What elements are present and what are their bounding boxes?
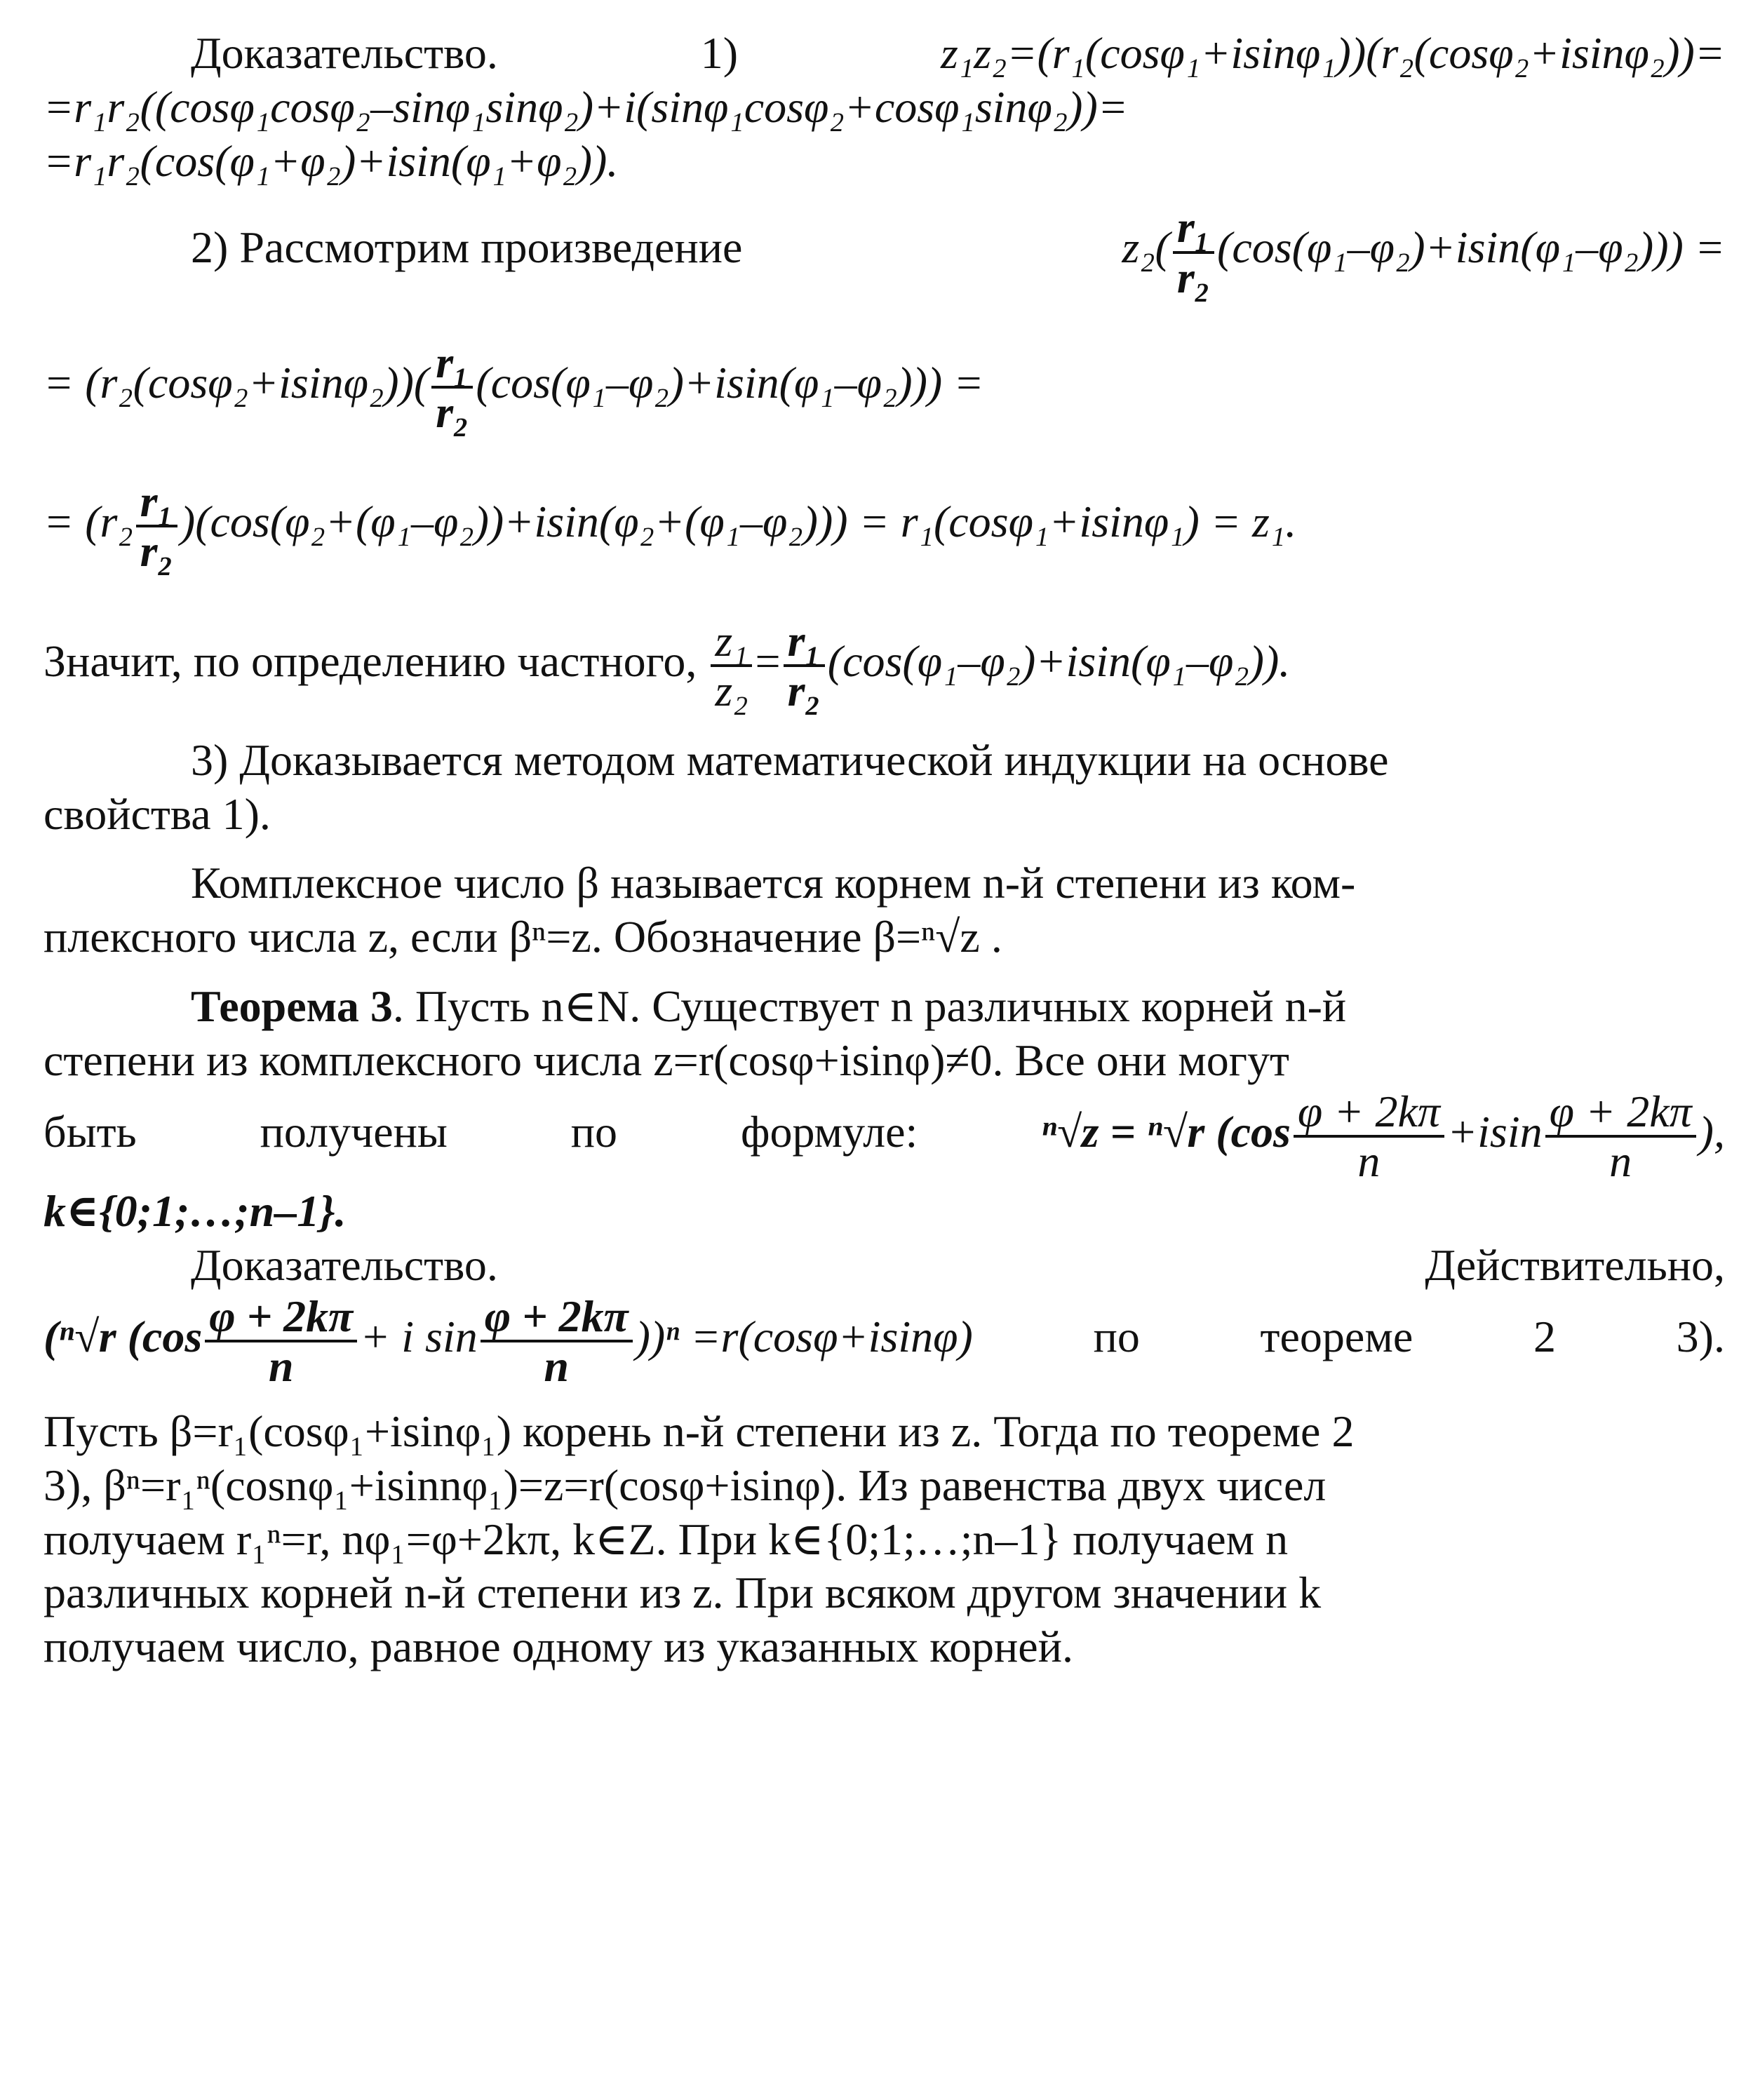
fraction-denominator: n	[1609, 1136, 1632, 1186]
fraction-denominator: r₂	[436, 386, 469, 437]
equation-part: +isin	[1446, 1106, 1543, 1157]
equation-part: (ⁿ√r (cos	[43, 1311, 203, 1361]
fraction	[1173, 203, 1214, 300]
fraction-denominator: n	[268, 1340, 294, 1391]
word: 2	[1533, 1311, 1556, 1361]
proof-3-line-1: 3) Доказывается методом математической индукции на основе	[191, 734, 1389, 785]
fraction	[136, 476, 177, 577]
fraction-denominator: r₂	[787, 665, 821, 715]
proof-theorem-line-6: различных корней n-й степени из z. При всяком другом значении k	[43, 1568, 1322, 1618]
fraction-numerator: r₁	[431, 339, 473, 389]
theorem-line-2: степени из комплексного числа z=r(cosφ+isinφ)≠0. Все они могут	[43, 1035, 1289, 1085]
proof-1-line-3: =r₁r₂(cos(φ₁+φ₂)+isin(φ₁+φ₂)).	[43, 135, 619, 186]
proof-theorem-formula-line	[43, 1293, 1725, 1389]
equation-part: z₂(	[1122, 222, 1170, 273]
theorem-text: . Пусть n∈N. Существует n различных корней n-й	[392, 981, 1347, 1032]
fraction	[431, 339, 473, 436]
item-number: 1)	[700, 28, 739, 78]
proof-theorem-line-1	[43, 1239, 1725, 1293]
equation	[1122, 203, 1725, 300]
equation-part: ⁿ√z = ⁿ√r (cos	[1041, 1106, 1291, 1157]
proof-label: Доказательство.	[191, 1239, 498, 1290]
equation-part: = (r₂	[43, 497, 133, 547]
proof-3-line-2: свойства 1).	[43, 788, 271, 839]
equation-part: = (r₂(cosφ₂+isinφ₂))(	[43, 357, 429, 408]
power-formula	[43, 1293, 973, 1389]
theorem-title: Теорема 3	[191, 981, 393, 1032]
word: по	[570, 1106, 618, 1157]
proof-theorem-line-5: получаем r₁ⁿ=r, nφ₁=φ+2kπ, k∈Z. При k∈{0;1;…;n–1} получаем n	[43, 1514, 1289, 1564]
proof-theorem-line-7: получаем число, равное одному из указанных корней.	[43, 1622, 1073, 1672]
equals-sign: =	[755, 635, 781, 686]
theorem-line-4: k∈{0;1;…;n–1}.	[43, 1186, 347, 1237]
equation-part: (cos(φ₁–φ₂)+isin(φ₁–φ₂))) =	[476, 357, 984, 408]
definition-line-1: Комплексное число β называется корнем n-й степени из ком-	[191, 858, 1356, 908]
fraction-numerator: φ + 2kπ	[1294, 1088, 1444, 1138]
fraction	[481, 1293, 633, 1389]
equation: z₁z₂=(r₁(cosφ₁+isinφ₁))(r₂(cosφ₂+isinφ₂))=	[940, 28, 1725, 78]
proof-theorem-line-3: Пусть β=r₁(cosφ₁+isinφ₁) корень n-й степени из z. Тогда по теореме 2	[43, 1406, 1355, 1457]
equation-part: (cos(φ₁–φ₂)+isin(φ₁–φ₂))) =	[1217, 222, 1725, 273]
proof-2-line-1	[43, 203, 1725, 300]
fraction	[784, 617, 825, 714]
fraction	[205, 1293, 357, 1389]
quotient-text: Значит, по определению частного,	[43, 635, 697, 686]
fraction	[1545, 1088, 1696, 1185]
root-formula	[1041, 1088, 1725, 1185]
fraction	[1294, 1088, 1444, 1185]
proof-theorem-line-4: 3), βⁿ=r₁ⁿ(cosnφ₁+isinnφ₁)=z=r(cosφ+isinφ). Из равенства двух чисел	[43, 1460, 1327, 1510]
proof-2-line-3	[43, 473, 1725, 579]
word: по	[1093, 1311, 1140, 1361]
fraction-denominator: z₂	[715, 665, 748, 715]
fraction-numerator: φ + 2kπ	[481, 1293, 633, 1342]
equation-part: )(cos(φ₂+(φ₁–φ₂))+isin(φ₂+(φ₁–φ₂))) = r₁(cosφ₁+isinφ₁) = z₁.	[180, 497, 1297, 547]
proof-label: Доказательство.	[191, 28, 498, 78]
fraction-numerator: z₁	[711, 617, 752, 667]
equation-part: + i sin	[360, 1311, 478, 1361]
quotient-line	[43, 613, 1725, 718]
proof-1-line-1	[43, 27, 1725, 81]
fraction-numerator: φ + 2kπ	[205, 1293, 357, 1342]
equation-part: ))ⁿ =r(cosφ+isinφ)	[635, 1311, 973, 1361]
fraction-denominator: n	[1357, 1136, 1381, 1186]
fraction-numerator: r₁	[784, 617, 825, 667]
word: теореме	[1260, 1311, 1413, 1361]
word: быть	[43, 1106, 137, 1157]
equation-part: ),	[1698, 1106, 1725, 1157]
theorem-line-3	[43, 1088, 1725, 1185]
proof-2-line-2	[43, 335, 1725, 440]
fraction-denominator: n	[544, 1340, 569, 1391]
fraction-denominator: r₂	[1176, 252, 1211, 302]
equation-part: (cos(φ₁–φ₂)+isin(φ₁–φ₂)).	[827, 635, 1291, 686]
fraction-numerator: r₁	[136, 478, 177, 527]
word: 3).	[1676, 1311, 1725, 1361]
proof-text: Действительно,	[1425, 1239, 1725, 1290]
word: формуле:	[740, 1106, 918, 1157]
word: получены	[260, 1106, 448, 1157]
fraction-denominator: r₂	[140, 526, 173, 577]
theorem-line-1	[43, 980, 1725, 1034]
fraction-numerator: r₁	[1173, 203, 1214, 253]
proof-1-line-2: =r₁r₂((cosφ₁cosφ₂–sinφ₁sinφ₂)+i(sinφ₁cosφ₂+cosφ₁sinφ₂))=	[43, 81, 1128, 132]
definition-line-2: плексного числа z, если βⁿ=z. Обозначение β=ⁿ√z .	[43, 912, 1002, 962]
fraction-numerator: φ + 2kπ	[1545, 1088, 1696, 1138]
fraction	[711, 617, 752, 714]
proof-2-intro: 2) Рассмотрим произведение	[191, 222, 743, 273]
